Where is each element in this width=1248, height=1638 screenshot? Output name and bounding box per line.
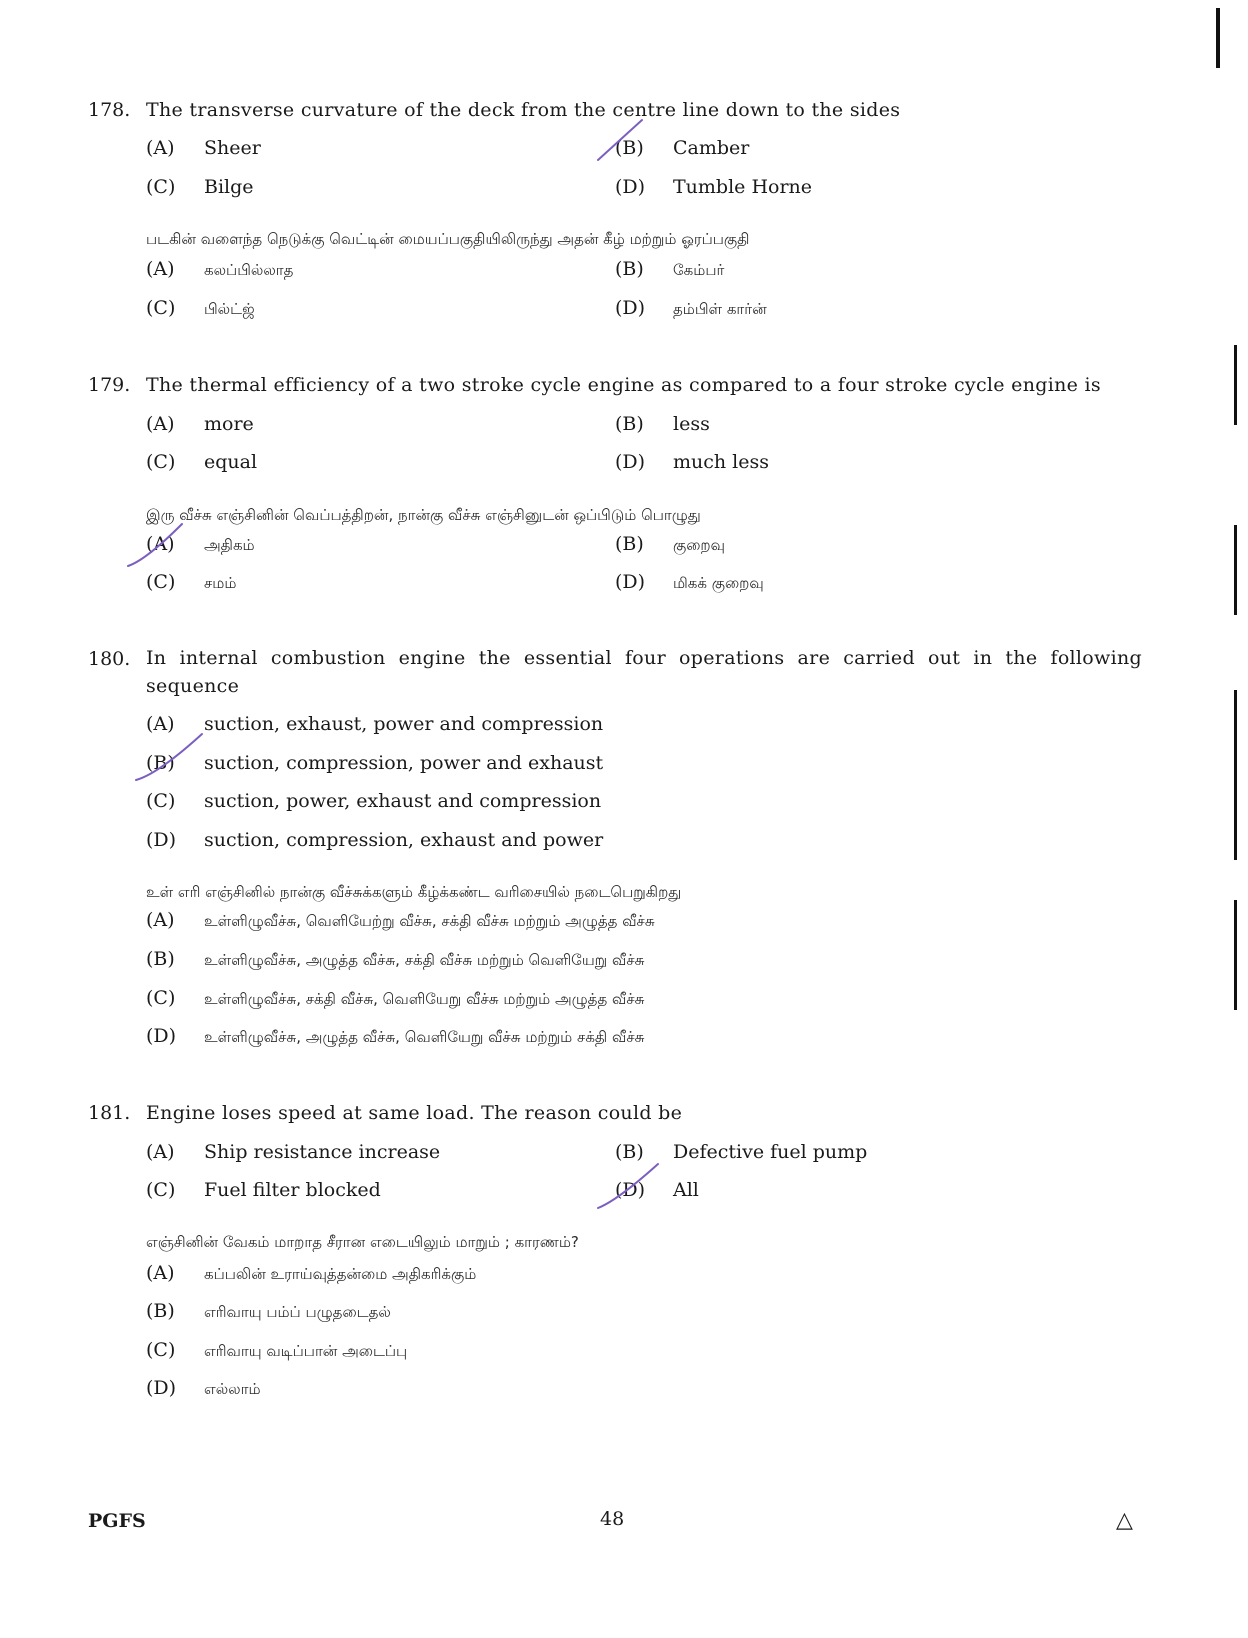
option-label: (C) [146, 176, 176, 198]
option-text: கப்பலின் உராய்வுத்தன்மை அதிகரிக்கும் [204, 1265, 477, 1283]
option-label: (C) [146, 1339, 176, 1361]
option-label: (D) [615, 297, 646, 319]
question-text-tamil: இரு வீச்சு எஞ்சினின் வெப்பத்திறன், நான்கு வீச்சு எஞ்சினுடன் ஒப்பிடும் பொழுது [146, 506, 701, 524]
question-text-tamil: படகின் வளைந்த நெடுக்கு வெட்டின் மையப்பகுதியிலிருந்து அதன் கீழ் மற்றும் ஓரப்பகுதி [146, 230, 750, 248]
option-d [615, 176, 812, 198]
option-text: Sheer [204, 137, 261, 159]
option-a [146, 137, 261, 159]
option-label: (D) [146, 1377, 177, 1399]
option-c [146, 176, 254, 198]
option-label: (B) [146, 1300, 175, 1322]
option-label: (B) [615, 533, 644, 555]
option-label: (A) [146, 533, 175, 555]
option-a [146, 1141, 440, 1163]
option-label: (B) [615, 258, 644, 280]
option-b [146, 752, 603, 774]
question-text-english: Engine loses speed at same load. The reason could be [146, 1102, 683, 1124]
option-text: பில்ட்ஜ் [204, 300, 255, 318]
option-label: (B) [615, 137, 644, 159]
option-label: (C) [146, 451, 176, 473]
option-d-tamil [615, 297, 767, 320]
option-label: (B) [615, 1141, 644, 1163]
question-number: 179. [88, 374, 131, 396]
option-text: suction, exhaust, power and compression [204, 713, 604, 735]
question-text-tamil: உள் எரி எஞ்சினில் நான்கு வீச்சுக்களும் கீழ்க்கண்ட வரிசையில் நடைபெறுகிறது [146, 883, 682, 901]
option-label: (A) [146, 258, 175, 280]
question-text-english: In internal combustion engine the essential four operations are carried out in the following sequence [146, 647, 1142, 697]
option-c-tamil [146, 297, 255, 320]
scan-edge-mark [1234, 690, 1237, 860]
question-text-english: The transverse curvature of the deck from the centre line down to the sides [146, 99, 901, 121]
option-text: தம்பிள் கார்ன் [673, 300, 767, 318]
option-text: less [673, 413, 710, 435]
option-text: உள்ளிழுவீச்சு, அழுத்த வீச்சு, சக்தி வீச்சு மற்றும் வெளியேறு வீச்சு [204, 951, 645, 969]
option-d-tamil [615, 571, 764, 594]
footer-exam-code: PGFS [88, 1510, 146, 1532]
option-label: (A) [146, 713, 175, 735]
option-a [146, 713, 603, 735]
footer-page-number: 48 [600, 1508, 625, 1530]
option-text: Defective fuel pump [673, 1141, 868, 1163]
option-text: Camber [673, 137, 750, 159]
option-label: (A) [146, 1141, 175, 1163]
answer-tick-mark-181 [596, 1160, 662, 1212]
option-label: (A) [146, 413, 175, 435]
question-number: 178. [88, 99, 131, 121]
question-number: 180. [88, 648, 131, 670]
option-text: உள்ளிழுவீச்சு, அழுத்த வீச்சு, வெளியேறு வீச்சு மற்றும் சக்தி வீச்சு [204, 1028, 645, 1046]
scan-edge-mark [1234, 900, 1237, 1010]
option-text: உள்ளிழுவீச்சு, வெளியேற்று வீச்சு, சக்தி வீச்சு மற்றும் அழுத்த வீச்சு [204, 912, 655, 930]
option-label: (B) [615, 413, 644, 435]
option-text: Tumble Horne [673, 176, 813, 198]
option-text: சமம் [204, 574, 237, 592]
option-c-tamil [146, 571, 236, 594]
option-text: மிகக் குறைவு [673, 574, 764, 592]
option-a-tamil [146, 1262, 476, 1285]
option-c [146, 451, 257, 473]
option-text: suction, power, exhaust and compression [204, 790, 602, 812]
option-label: (D) [615, 571, 646, 593]
option-label: (B) [146, 752, 175, 774]
option-text: குறைவு [673, 536, 726, 554]
option-text: Ship resistance increase [204, 1141, 441, 1163]
option-text: அதிகம் [204, 536, 255, 554]
option-text: much less [673, 451, 769, 473]
option-label: (D) [146, 1025, 177, 1047]
option-label: (C) [146, 790, 176, 812]
option-text: எரிவாயு பம்ப் பழுதடைதல் [204, 1303, 391, 1321]
option-text: suction, compression, exhaust and power [204, 829, 604, 851]
option-label: (B) [146, 948, 175, 970]
option-b-tamil [615, 533, 725, 556]
footer-triangle-icon: △ [1116, 1508, 1133, 1533]
option-c-tamil [146, 987, 644, 1010]
scan-edge-mark [1216, 8, 1220, 68]
option-label: (C) [146, 571, 176, 593]
answer-tick-mark-178 [596, 118, 644, 162]
option-label: (A) [146, 1262, 175, 1284]
option-text: உள்ளிழுவீச்சு, சக்தி வீச்சு, வெளியேறு வீச்சு மற்றும் அழுத்த வீச்சு [204, 990, 645, 1008]
option-text: கேம்பர் [673, 261, 725, 279]
option-label: (D) [615, 176, 646, 198]
option-d-tamil [146, 1025, 644, 1048]
question-text-english: The thermal efficiency of a two stroke cycle engine as compared to a four stroke cycle engine is [146, 374, 1101, 396]
option-label: (A) [146, 909, 175, 931]
option-b-tamil [146, 948, 644, 971]
option-text: கலப்பில்லாத [204, 261, 294, 279]
option-d-tamil [146, 1377, 261, 1400]
option-a-tamil [146, 909, 655, 932]
option-label: (C) [146, 987, 176, 1009]
option-a-tamil [146, 258, 293, 281]
scan-edge-mark [1234, 345, 1237, 425]
option-c-tamil [146, 1339, 407, 1362]
option-text: All [673, 1179, 699, 1201]
option-label: (D) [615, 451, 646, 473]
option-b-tamil [615, 258, 724, 281]
option-label: (A) [146, 137, 175, 159]
option-b-tamil [146, 1300, 391, 1323]
option-d [146, 829, 603, 851]
answer-tick-mark-180 [134, 730, 206, 784]
scan-edge-mark [1234, 525, 1237, 615]
option-label: (C) [146, 297, 176, 319]
option-text: suction, compression, power and exhaust [204, 752, 604, 774]
option-text: equal [204, 451, 258, 473]
option-text: Fuel filter blocked [204, 1179, 381, 1201]
option-text: எல்லாம் [204, 1380, 261, 1398]
question-number: 181. [88, 1102, 131, 1124]
option-label: (D) [146, 829, 177, 851]
option-c [146, 1179, 381, 1201]
option-a [146, 413, 254, 435]
option-d [615, 451, 769, 473]
option-text: Bilge [204, 176, 254, 198]
option-b [615, 413, 710, 435]
option-label: (D) [615, 1179, 646, 1201]
option-c [146, 790, 601, 812]
option-text: more [204, 413, 254, 435]
answer-tick-mark-179 [126, 520, 186, 570]
question-text-tamil: எஞ்சினின் வேகம் மாறாத சீரான எடையிலும் மாறும் ; காரணம்? [146, 1233, 579, 1251]
option-label: (C) [146, 1179, 176, 1201]
option-text: எரிவாயு வடிப்பான் அடைப்பு [204, 1342, 408, 1360]
